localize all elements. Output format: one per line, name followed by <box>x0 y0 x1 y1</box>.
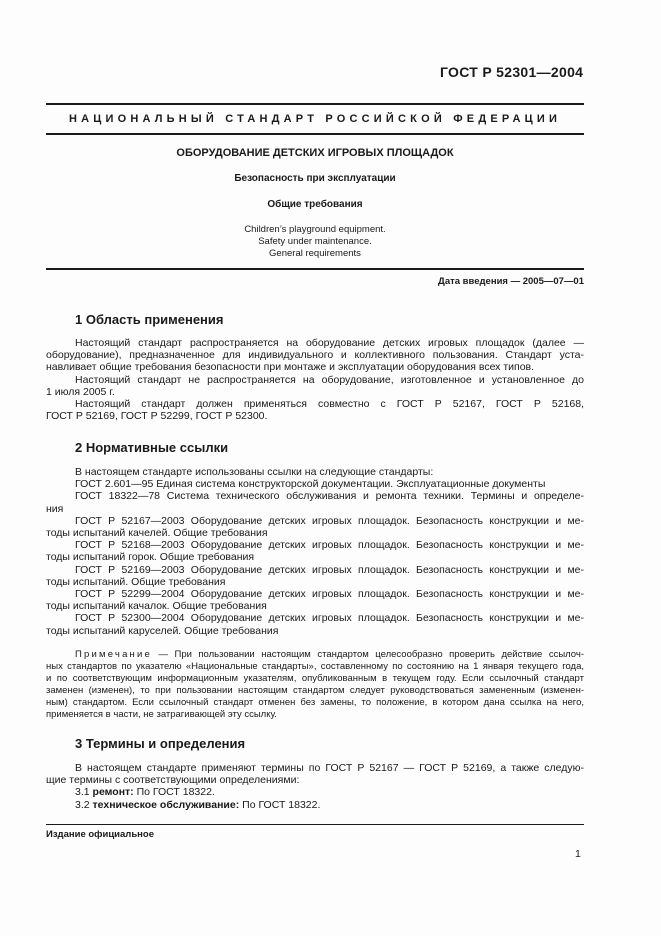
term-name: техническое обслуживание: <box>92 798 240 811</box>
paragraph-line: щие термины с соответствующими определениями: <box>46 774 300 787</box>
english-title-line: Safety under maintenance. <box>258 236 372 247</box>
note-label: Примечание <box>75 649 152 660</box>
term-name: ремонт: <box>92 786 134 799</box>
reference-line: ния <box>46 502 64 515</box>
paragraph-line: ГОСТ Р 52169, ГОСТ Р 52299, ГОСТ Р 52300. <box>46 410 268 423</box>
document-number: ГОСТ Р 52301—2004 <box>440 64 584 80</box>
reference-line: ГОСТ Р 52169—2003 Оборудование детских игровых площадок. Безопасность конструкции и ме- <box>75 563 584 576</box>
note-block <box>46 649 584 722</box>
note-line: заменен (изменен), то при пользовании настоящим стандартом следует руководствоваться замененным (изменен- <box>46 685 584 697</box>
section-2-heading: 2 Нормативные ссылки <box>75 440 229 455</box>
reference-line: тоды испытаний качалок. Общие требования <box>46 600 267 613</box>
reference-line: тоды испытаний качелей. Общие требования <box>46 527 268 540</box>
term-3-1: 3.1 ремонт: По ГОСТ 18322. <box>75 786 215 799</box>
english-title-line: General requirements <box>269 248 361 259</box>
national-standard-banner: НАЦИОНАЛЬНЫЙ СТАНДАРТ РОССИЙСКОЙ ФЕДЕРАЦИИ <box>68 113 562 125</box>
section-2-body <box>46 466 584 637</box>
section-1-heading: 1 Область применения <box>75 312 224 327</box>
paragraph-line: Настоящий стандарт не распространяется на оборудование, изготовленное и установленное до <box>75 373 584 386</box>
paragraph-line: навливает общие требования безопасности при монтаже и эксплуатации оборудования всех типов. <box>46 361 535 374</box>
paragraph-line: В настоящем стандарте использованы ссылки на следующие стандарты: <box>75 466 434 478</box>
reference-line: ГОСТ Р 52300—2004 Оборудование детских игровых площадок. Безопасность конструкции и ме- <box>75 612 584 625</box>
reference-line: тоды испытаний каруселей. Общие требования <box>46 624 279 637</box>
note-line: применяется в части, не затрагивающей эту ссылку. <box>46 709 277 721</box>
document-subtitle-2: Общие требования <box>267 199 363 210</box>
footer-rule <box>46 824 584 825</box>
reference-line: тоды испытаний горок. Общие требования <box>46 551 255 564</box>
official-edition-label: Издание официальное <box>46 829 154 840</box>
reference-line: ГОСТ 18322—78 Система технического обслуживания и ремонта техники. Термины и определе- <box>75 490 584 503</box>
page-number: 1 <box>575 848 581 860</box>
paragraph-line: В настоящем стандарте применяют термины по ГОСТ Р 52167 — ГОСТ Р 52169, а также следую- <box>75 762 584 774</box>
reference-line: тоды испытаний. Общие требования <box>46 575 226 588</box>
note-line: ным) стандартом. Если ссылочный стандарт отменен без замены, то положение, в котором дана ссылка на него, <box>46 697 584 709</box>
section-3-heading: 3 Термины и определения <box>75 736 246 751</box>
top-rule <box>46 103 584 105</box>
paragraph-line: Настоящий стандарт распространяется на оборудование детских игровых площадок (далее — <box>75 337 584 349</box>
english-title-line: Children’s playground equipment. <box>244 224 386 235</box>
term-3-2: 3.2 техническое обслуживание: По ГОСТ 18322. <box>75 798 321 811</box>
english-title <box>46 224 584 260</box>
section-3-body <box>46 762 584 811</box>
note-line: ных стандартов по указателю «Национальные стандарты», составленному по состоянию на 1 января текущего года, <box>46 661 584 673</box>
note-line: Примечание — При пользовании настоящим стандартом целесообразно проверить действие ссылоч- <box>75 649 584 660</box>
note-line: и по соответствующим информационным указателям, опубликованным в текущем году. Если ссылочный стандарт <box>46 673 584 685</box>
reference-line: ГОСТ Р 52168—2003 Оборудование детских игровых площадок. Безопасность конструкции и ме- <box>75 539 584 552</box>
paragraph-line: оборудование), предназначенное для индивидуального и коллективного пользования. Стандарт уста- <box>46 349 584 362</box>
reference-line: ГОСТ Р 52299—2004 Оборудование детских игровых площадок. Безопасность конструкции и ме- <box>75 588 584 601</box>
paragraph-line: Настоящий стандарт должен применяться совместно с ГОСТ Р 52167, ГОСТ Р 52168, <box>75 398 584 411</box>
section-1-body <box>46 337 584 422</box>
reference-line: ГОСТ 2.601—95 Единая система конструкторской документации. Эксплуатационные документы <box>75 478 546 491</box>
introduction-date: Дата введения — 2005—07—01 <box>438 276 584 287</box>
document-title: ОБОРУДОВАНИЕ ДЕТСКИХ ИГРОВЫХ ПЛОЩАДОК <box>176 147 454 159</box>
reference-line: ГОСТ Р 52167—2003 Оборудование детских игровых площадок. Безопасность конструкции и ме- <box>75 514 584 527</box>
paragraph-line: 1 июля 2005 г. <box>46 385 115 398</box>
banner-rule <box>46 133 584 135</box>
document-subtitle: Безопасность при эксплуатации <box>234 173 396 184</box>
title-rule <box>46 268 584 270</box>
